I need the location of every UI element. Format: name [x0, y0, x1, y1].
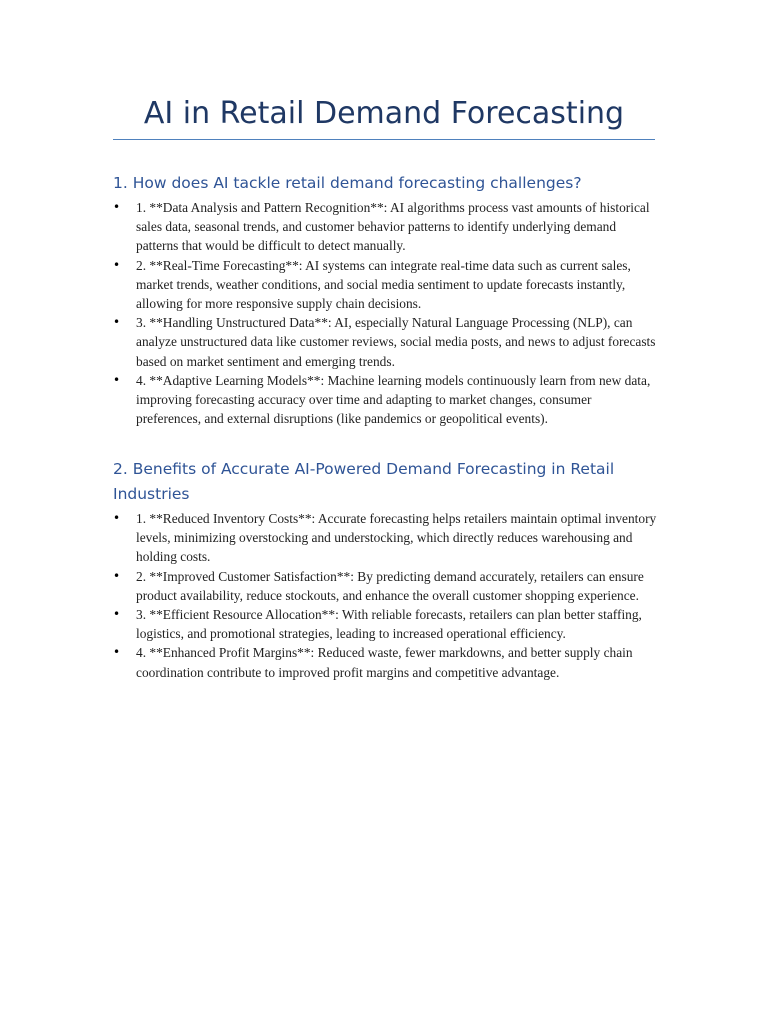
- list-item-text: 3. **Handling Unstructured Data**: AI, especially Natural Language Processing (NLP), can analyze unstructured data like customer reviews, social media posts, and news to adjust forecasts based on market sentiment and emerging trends.: [136, 315, 656, 369]
- list-item-text: 4. **Adaptive Learning Models**: Machine learning models continuously learn from new data, improving forecasting accuracy over time and adapting to market changes, consumer preferences, and external disruptions (like pandemics or geopolitical events).: [136, 372, 651, 427]
- bullet-icon: •: [113, 257, 121, 272]
- list-item: [113, 256, 658, 314]
- bullet-icon: •: [113, 568, 121, 583]
- bullet-icon: •: [113, 511, 121, 525]
- bullet-list: [113, 509, 658, 682]
- list-item-text: 3. **Efficient Resource Allocation**: With reliable forecasts, retailers can plan better staffing, logistics, and promotional strategies, leading to increased operational efficiency.: [136, 607, 642, 642]
- list-item: [113, 313, 658, 371]
- section-heading: 1. How does AI tackle retail demand forecasting challenges?: [113, 174, 582, 192]
- bullet-icon: •: [113, 372, 121, 387]
- bullet-icon: •: [113, 200, 121, 214]
- list-item-text: 4. **Enhanced Profit Margins**: Reduced waste, fewer markdowns, and better supply chain coordination contribute to improved profit margins and competitive advantage.: [136, 645, 633, 680]
- bullet-icon: •: [113, 645, 121, 660]
- bullet-icon: •: [113, 607, 121, 622]
- list-item-text: 2. **Real-Time Forecasting**: AI systems can integrate real-time data such as current sales, market trends, weather conditions, and social media sentiment to update forecasts instantly, allowing for more responsive supply chain decisions.: [136, 257, 631, 312]
- list-item: [113, 371, 658, 429]
- list-item: [113, 567, 658, 605]
- list-item-text: 2. **Improved Customer Satisfaction**: By predicting demand accurately, retailers can ensure product availability, reduce stockouts, and enhance the overall customer shopping experience.: [136, 568, 644, 603]
- document-title: AI in Retail Demand Forecasting: [143, 96, 625, 131]
- bullet-list: [113, 198, 658, 428]
- section-benefits: [113, 457, 658, 682]
- section-heading: 2. Benefits of Accurate AI-Powered Demand Forecasting in Retail Industries: [113, 460, 615, 503]
- list-item-text: 1. **Reduced Inventory Costs**: Accurate forecasting helps retailers maintain optimal inventory levels, minimizing overstocking and understocking, which directly reduces warehousing and holding costs.: [136, 511, 657, 565]
- list-item-text: 1. **Data Analysis and Pattern Recognition**: AI algorithms process vast amounts of historical sales data, seasonal trends, and customer behavior patterns to identify underlying demand patterns that would be difficult to detect manually.: [136, 200, 650, 254]
- list-item: [113, 605, 658, 643]
- list-item: [113, 198, 658, 256]
- section-challenges: [113, 171, 658, 428]
- bullet-icon: •: [113, 315, 121, 330]
- list-item: [113, 643, 658, 681]
- list-item: [113, 509, 658, 567]
- title-divider: [113, 139, 655, 140]
